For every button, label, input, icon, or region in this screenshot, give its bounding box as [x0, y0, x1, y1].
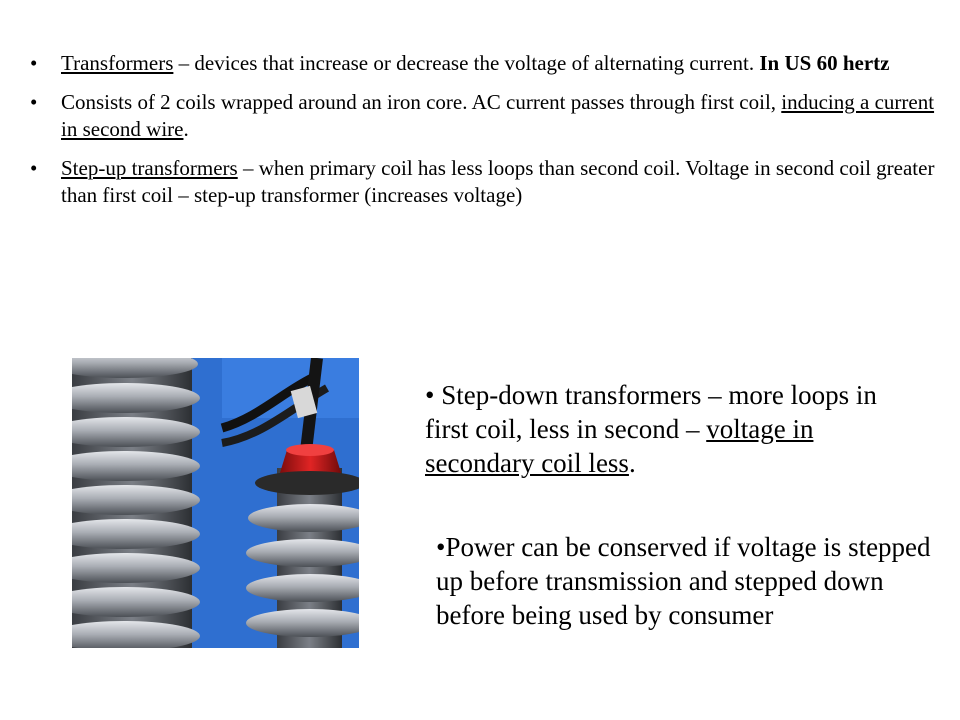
bullet-coils — [30, 89, 945, 143]
transformer-photo — [72, 358, 359, 648]
bullet-transformers — [30, 50, 945, 77]
bullet-dot: • — [30, 51, 38, 75]
bullet-dot: • — [30, 156, 38, 180]
underlined-inducing-current: inducing a current in second wire — [61, 90, 935, 141]
bold-us-60-hertz: In US 60 hertz — [759, 51, 890, 75]
term-transformers: Transformers — [61, 51, 174, 75]
term-step-up: Step-up transformers — [61, 156, 238, 180]
bullet-step-up — [30, 155, 945, 209]
bullet-list — [30, 50, 945, 221]
step-down-end: . — [628, 448, 636, 478]
text-step-up: – when primary coil has less loops than second coil. Voltage in second coil greater than first coil – step-up transformer (increases voltage) — [61, 156, 935, 207]
step-down-text: • Step-down transformers – more loops in first coil, less in second – — [425, 380, 877, 444]
step-down-underlined: voltage in secondary coil less — [425, 414, 814, 478]
step-down-paragraph — [425, 378, 895, 480]
bullet-dot: • — [30, 90, 38, 114]
text-coils-end: . — [183, 117, 189, 141]
text-transformers: – devices that increase or decrease the voltage of alternating current. — [173, 51, 760, 75]
power-paragraph: •Power can be conserved if voltage is stepped up before transmission and stepped down before being used by consumer — [436, 532, 931, 630]
text-coils: Consists of 2 coils wrapped around an iron core. AC current passes through first coil, — [61, 90, 782, 114]
insulator-illustration — [72, 358, 359, 648]
